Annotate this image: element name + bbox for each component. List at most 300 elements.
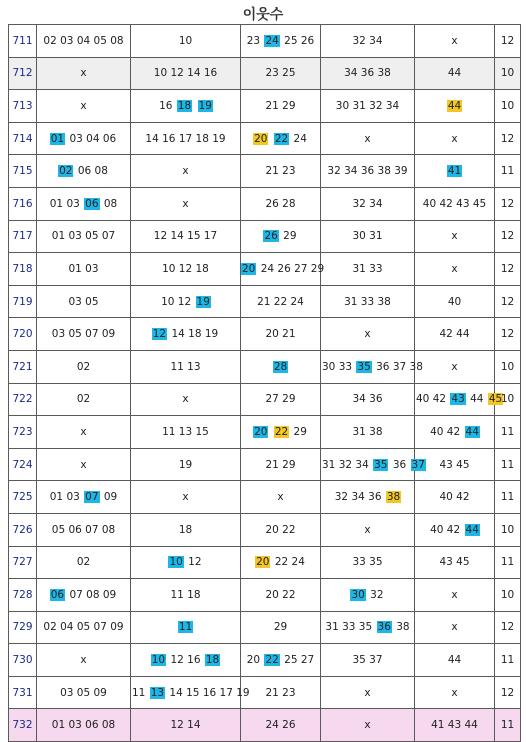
table-row: [9, 709, 521, 742]
number-group-cell: [321, 513, 415, 546]
number-text: 08: [100, 197, 118, 210]
number-text: 32 34 36: [334, 491, 385, 504]
number-group-cell: [37, 90, 131, 123]
count-cell: 12: [495, 318, 521, 351]
number-text: 06 08: [74, 165, 108, 178]
number-group-cell: [241, 481, 321, 514]
highlighted-number: 44: [447, 99, 462, 112]
number-text: 12: [184, 556, 202, 569]
round-number-cell: 732: [9, 709, 37, 742]
number-text: x: [182, 393, 189, 406]
number-text: [192, 100, 197, 112]
number-group-cell: [415, 579, 495, 612]
number-text: 12 14: [170, 719, 201, 732]
number-group-cell: [37, 253, 131, 286]
number-group-cell: [321, 448, 425, 481]
count-cell: 10: [495, 90, 521, 123]
number-group-cell: [415, 448, 495, 481]
number-text: [268, 133, 273, 145]
number-text: 14 15 16 17 19: [166, 686, 250, 699]
number-group-cell: [241, 155, 321, 188]
number-text: x: [451, 686, 458, 699]
number-group-cell: [415, 122, 495, 155]
number-group-cell: [415, 318, 495, 351]
number-group-cell: [321, 155, 415, 188]
number-group-cell: [131, 383, 241, 416]
number-text: 11 18: [170, 588, 201, 601]
number-text: 10: [178, 34, 193, 47]
number-group-cell: [415, 546, 495, 579]
number-group-cell: [415, 676, 495, 709]
number-text: 11: [132, 686, 149, 699]
table-row: [9, 318, 521, 351]
number-group-cell: [241, 57, 321, 90]
number-group-cell: [37, 383, 131, 416]
number-group-cell: [131, 318, 241, 351]
number-group-cell: [37, 220, 131, 253]
number-group-cell: [37, 481, 131, 514]
number-group-cell: [131, 90, 241, 123]
number-text: x: [451, 262, 458, 275]
number-group-cell: [241, 253, 325, 286]
number-group-cell: [37, 318, 131, 351]
number-text: 02: [76, 556, 91, 569]
number-text: 24 26 27 29: [257, 262, 325, 275]
number-group-cell: [321, 676, 415, 709]
highlighted-number: 10: [151, 654, 166, 667]
count-cell: 11: [495, 644, 521, 677]
number-group-cell: [131, 416, 241, 449]
round-number-cell: 726: [9, 513, 37, 546]
number-group-cell: [37, 709, 131, 742]
number-group-cell: [241, 318, 321, 351]
number-group-cell: [37, 25, 131, 58]
number-group-cell: [131, 25, 241, 58]
number-text: 29: [290, 425, 307, 438]
number-text: 21 29: [265, 458, 296, 471]
number-group-cell: [241, 90, 321, 123]
number-group-cell: [241, 546, 321, 579]
number-group-cell: [321, 187, 415, 220]
number-text: 44: [466, 393, 487, 406]
round-number-cell: 712: [9, 57, 37, 90]
number-text: 21 22 24: [257, 295, 304, 308]
table-row: [9, 155, 521, 188]
highlighted-number: 20: [256, 556, 270, 569]
round-number-cell: 717: [9, 220, 37, 253]
number-text: 33 35: [352, 556, 383, 569]
number-group-cell: [415, 90, 495, 123]
number-group-cell: [131, 709, 241, 742]
number-group-cell: [321, 122, 415, 155]
number-text: 18: [178, 523, 193, 536]
number-text: x: [364, 719, 371, 732]
round-number-cell: 713: [9, 90, 37, 123]
number-group-cell: [37, 155, 131, 188]
highlighted-number: 10: [169, 556, 183, 569]
table-row: [9, 383, 521, 416]
number-text: 02: [76, 393, 91, 406]
number-group-cell: [241, 383, 321, 416]
highlighted-number: 44: [465, 425, 479, 438]
number-text: 32 34: [352, 34, 383, 47]
number-text: 30 31: [352, 230, 383, 243]
number-group-cell: [131, 644, 241, 677]
number-group-cell: [37, 187, 131, 220]
number-group-cell: [415, 611, 495, 644]
round-number-cell: 711: [9, 25, 37, 58]
number-text: 11 13: [170, 360, 201, 373]
number-group-cell: [37, 122, 131, 155]
highlighted-number: 07: [85, 491, 99, 504]
number-group-cell: [37, 579, 131, 612]
number-group-cell: [131, 513, 241, 546]
number-text: 12 14 15 17: [153, 230, 218, 243]
highlighted-number: 45: [488, 393, 503, 406]
count-cell: 10: [495, 350, 521, 383]
count-cell: 11: [495, 416, 521, 449]
number-text: 01 03: [49, 491, 84, 504]
number-group-cell: [37, 416, 131, 449]
highlighted-number: 19: [198, 99, 212, 112]
table-row: [9, 416, 521, 449]
table-row: [9, 611, 521, 644]
highlighted-number: 35: [357, 360, 371, 373]
count-cell: 10: [495, 57, 521, 90]
number-text: 19: [178, 458, 193, 471]
highlighted-number: 24: [265, 34, 279, 47]
number-text: 35 37: [352, 654, 383, 667]
number-group-cell: [241, 187, 321, 220]
number-text: 09: [100, 491, 118, 504]
number-text: x: [451, 360, 458, 373]
number-text: 16: [159, 99, 176, 112]
table-row: [9, 481, 521, 514]
number-group-cell: [131, 481, 241, 514]
number-text: 24 26: [265, 719, 296, 732]
number-text: 42 44: [439, 328, 470, 341]
highlighted-number: 30: [351, 588, 365, 601]
round-number-cell: 730: [9, 644, 37, 677]
table-row: [9, 350, 521, 383]
number-text: 03 05 07 09: [51, 328, 116, 341]
number-text: 21 23: [265, 686, 296, 699]
number-group-cell: [321, 644, 415, 677]
highlighted-number: 37: [411, 458, 425, 471]
number-group-cell: [321, 579, 415, 612]
round-number-cell: 715: [9, 155, 37, 188]
count-cell: 11: [495, 481, 521, 514]
count-cell: 12: [495, 122, 521, 155]
count-cell: 10: [495, 383, 521, 416]
highlighted-number: 12: [152, 328, 167, 341]
number-text: [268, 426, 273, 438]
number-text: 31 32 34: [322, 458, 373, 471]
number-text: 07 08 09: [66, 588, 117, 601]
table-row: [9, 220, 521, 253]
number-text: 20 21: [265, 328, 296, 341]
number-text: 29: [279, 230, 297, 243]
highlighted-number: 38: [386, 491, 401, 504]
number-group-cell: [241, 676, 321, 709]
number-group-cell: [37, 644, 131, 677]
count-cell: 11: [495, 155, 521, 188]
number-group-cell: [37, 676, 131, 709]
number-text: 30 31 32 34: [335, 99, 400, 112]
number-group-cell: [321, 253, 415, 286]
number-text: 32 34: [352, 197, 383, 210]
highlighted-number: 22: [274, 425, 289, 438]
highlighted-number: 22: [274, 132, 289, 145]
number-text: x: [277, 491, 284, 504]
table-row: [9, 187, 521, 220]
number-group-cell: [415, 285, 495, 318]
number-text: 14 16 17 18 19: [145, 132, 226, 145]
number-text: x: [80, 654, 87, 667]
number-group-cell: [37, 285, 131, 318]
count-cell: 11: [495, 448, 521, 481]
table-row: [9, 448, 521, 481]
number-text: x: [451, 588, 458, 601]
number-group-cell: [241, 416, 321, 449]
number-text: 14 18 19: [168, 328, 219, 341]
table-row: [9, 122, 521, 155]
number-text: x: [451, 230, 458, 243]
highlighted-number: 22: [265, 654, 279, 667]
number-text: 12 16: [167, 654, 204, 667]
round-number-cell: 714: [9, 122, 37, 155]
number-group-cell: [321, 57, 415, 90]
number-text: 24: [290, 132, 307, 145]
number-group-cell: [241, 448, 321, 481]
number-group-cell: [241, 709, 321, 742]
number-group-cell: [321, 220, 415, 253]
number-text: 40 42: [430, 425, 464, 438]
number-text: 29: [273, 621, 288, 634]
round-number-cell: 721: [9, 350, 37, 383]
round-number-cell: 724: [9, 448, 37, 481]
number-group-cell: [415, 709, 495, 742]
round-number-cell: 731: [9, 676, 37, 709]
number-text: 27 29: [265, 393, 296, 406]
number-text: x: [182, 491, 189, 504]
number-text: 30 33: [322, 360, 356, 373]
count-cell: 10: [495, 513, 521, 546]
highlighted-number: 43: [451, 393, 465, 406]
number-text: 38: [392, 621, 410, 634]
number-group-cell: [415, 220, 495, 253]
number-group-cell: [241, 644, 321, 677]
number-text: x: [451, 621, 458, 634]
number-text: 10 12 18: [162, 262, 209, 275]
number-text: 10 12 14 16: [153, 67, 218, 80]
number-text: x: [182, 197, 189, 210]
number-group-cell: [415, 187, 495, 220]
highlighted-number: 06: [50, 588, 65, 601]
round-number-cell: 719: [9, 285, 37, 318]
number-group-cell: [415, 253, 495, 286]
number-group-cell: [37, 57, 131, 90]
number-text: 20: [246, 654, 264, 667]
highlighted-number: 36: [377, 621, 391, 634]
number-group-cell: [415, 513, 495, 546]
number-text: 40: [447, 295, 462, 308]
number-text: 40 42: [416, 393, 450, 406]
number-text: 10 12: [161, 295, 195, 308]
number-group-cell: [241, 285, 321, 318]
number-text: 03 05: [68, 295, 99, 308]
table-row: [9, 25, 521, 58]
highlighted-number: 20: [254, 425, 268, 438]
table-row: [9, 644, 521, 677]
number-group-cell: [131, 546, 241, 579]
number-text: 01 03 06 08: [51, 719, 116, 732]
highlighted-number: 19: [196, 295, 210, 308]
number-group-cell: [415, 644, 495, 677]
number-text: 40 42: [439, 491, 470, 504]
highlighted-number: 18: [205, 654, 220, 667]
number-text: 32: [366, 588, 384, 601]
number-text: 01 03: [68, 262, 99, 275]
number-text: x: [451, 34, 458, 47]
number-text: x: [364, 686, 371, 699]
highlighted-number: 01: [50, 132, 65, 145]
number-group-cell: [321, 481, 415, 514]
number-text: 02 03 04 05 08: [43, 34, 124, 47]
number-group-cell: [415, 481, 495, 514]
number-text: x: [364, 132, 371, 145]
highlighted-number: 35: [374, 458, 388, 471]
neighbor-numbers-table: [8, 24, 521, 742]
number-group-cell: [321, 350, 423, 383]
number-group-cell: [321, 383, 415, 416]
number-text: 36: [389, 458, 410, 471]
number-group-cell: [131, 579, 241, 612]
number-group-cell: [321, 709, 415, 742]
number-text: 43 45: [439, 556, 470, 569]
number-group-cell: [415, 350, 495, 383]
number-text: x: [182, 165, 189, 178]
table-row: [9, 253, 521, 286]
number-text: 21 29: [265, 99, 296, 112]
number-text: 36 37 38: [372, 360, 423, 373]
number-group-cell: [321, 25, 415, 58]
number-group-cell: [131, 611, 241, 644]
number-group-cell: [321, 90, 415, 123]
number-group-cell: [131, 253, 241, 286]
number-text: 41 43 44: [431, 719, 478, 732]
count-cell: 10: [495, 579, 521, 612]
highlighted-number: 41: [447, 165, 462, 178]
number-group-cell: [415, 25, 495, 58]
number-group-cell: [241, 611, 321, 644]
number-group-cell: [415, 57, 495, 90]
number-group-cell: [241, 220, 321, 253]
highlighted-number: 26: [264, 230, 278, 243]
number-text: 44: [447, 67, 462, 80]
number-text: x: [364, 523, 371, 536]
round-number-cell: 723: [9, 416, 37, 449]
number-group-cell: [37, 611, 131, 644]
number-text: 01 03 05 07: [51, 230, 116, 243]
number-text: 21 23: [265, 165, 296, 178]
number-group-cell: [131, 350, 241, 383]
number-text: x: [80, 425, 87, 438]
number-group-cell: [37, 448, 131, 481]
number-text: 32 34 36 38 39: [327, 165, 408, 178]
table-row: [9, 513, 521, 546]
number-text: x: [80, 458, 87, 471]
number-group-cell: [131, 448, 241, 481]
table-row: [9, 285, 521, 318]
number-text: 02: [76, 360, 91, 373]
number-text: 34 36: [352, 393, 383, 406]
number-text: 26 28: [265, 197, 296, 210]
highlighted-number: 02: [59, 165, 73, 178]
number-text: 22 24: [271, 556, 305, 569]
page-title: 이웃수: [242, 7, 284, 23]
highlighted-number: 20: [254, 132, 268, 145]
number-text: 31 38: [352, 425, 383, 438]
number-group-cell: [131, 285, 241, 318]
number-text: x: [80, 67, 87, 80]
round-number-cell: 727: [9, 546, 37, 579]
number-group-cell: [131, 122, 241, 155]
highlighted-number: 20: [242, 262, 256, 275]
highlighted-number: 06: [85, 197, 99, 210]
number-text: 05 06 07 08: [51, 523, 116, 536]
number-text: 40 42 43 45: [422, 197, 487, 210]
number-text: 03 04 06: [66, 132, 117, 145]
number-group-cell: [241, 579, 321, 612]
round-number-cell: 716: [9, 187, 37, 220]
number-text: 25 26: [280, 34, 315, 47]
count-cell: 12: [495, 611, 521, 644]
number-group-cell: [131, 155, 241, 188]
table-row: [9, 676, 521, 709]
round-number-cell: 718: [9, 253, 37, 286]
table-row: [9, 57, 521, 90]
number-text: 34 36 38: [344, 67, 391, 80]
round-number-cell: 720: [9, 318, 37, 351]
count-cell: 11: [495, 709, 521, 742]
number-text: 25 27: [280, 654, 315, 667]
number-group-cell: [37, 513, 131, 546]
number-text: x: [80, 99, 87, 112]
table-row: [9, 546, 521, 579]
number-text: 31 33 38: [344, 295, 391, 308]
highlighted-number: 18: [177, 99, 192, 112]
count-cell: 12: [495, 25, 521, 58]
round-number-cell: 728: [9, 579, 37, 612]
number-text: 31 33: [352, 262, 383, 275]
number-text: 43 45: [439, 458, 470, 471]
highlighted-number: 13: [150, 686, 165, 699]
round-number-cell: 722: [9, 383, 37, 416]
number-text: 44: [447, 654, 462, 667]
number-text: x: [364, 328, 371, 341]
count-cell: 12: [495, 253, 521, 286]
number-group-cell: [131, 676, 250, 709]
number-group-cell: [415, 416, 495, 449]
number-group-cell: [321, 546, 415, 579]
number-group-cell: [37, 546, 131, 579]
number-group-cell: [415, 383, 503, 416]
number-text: 20 22: [265, 523, 296, 536]
count-cell: 12: [495, 285, 521, 318]
number-group-cell: [37, 350, 131, 383]
table-row: [9, 90, 521, 123]
